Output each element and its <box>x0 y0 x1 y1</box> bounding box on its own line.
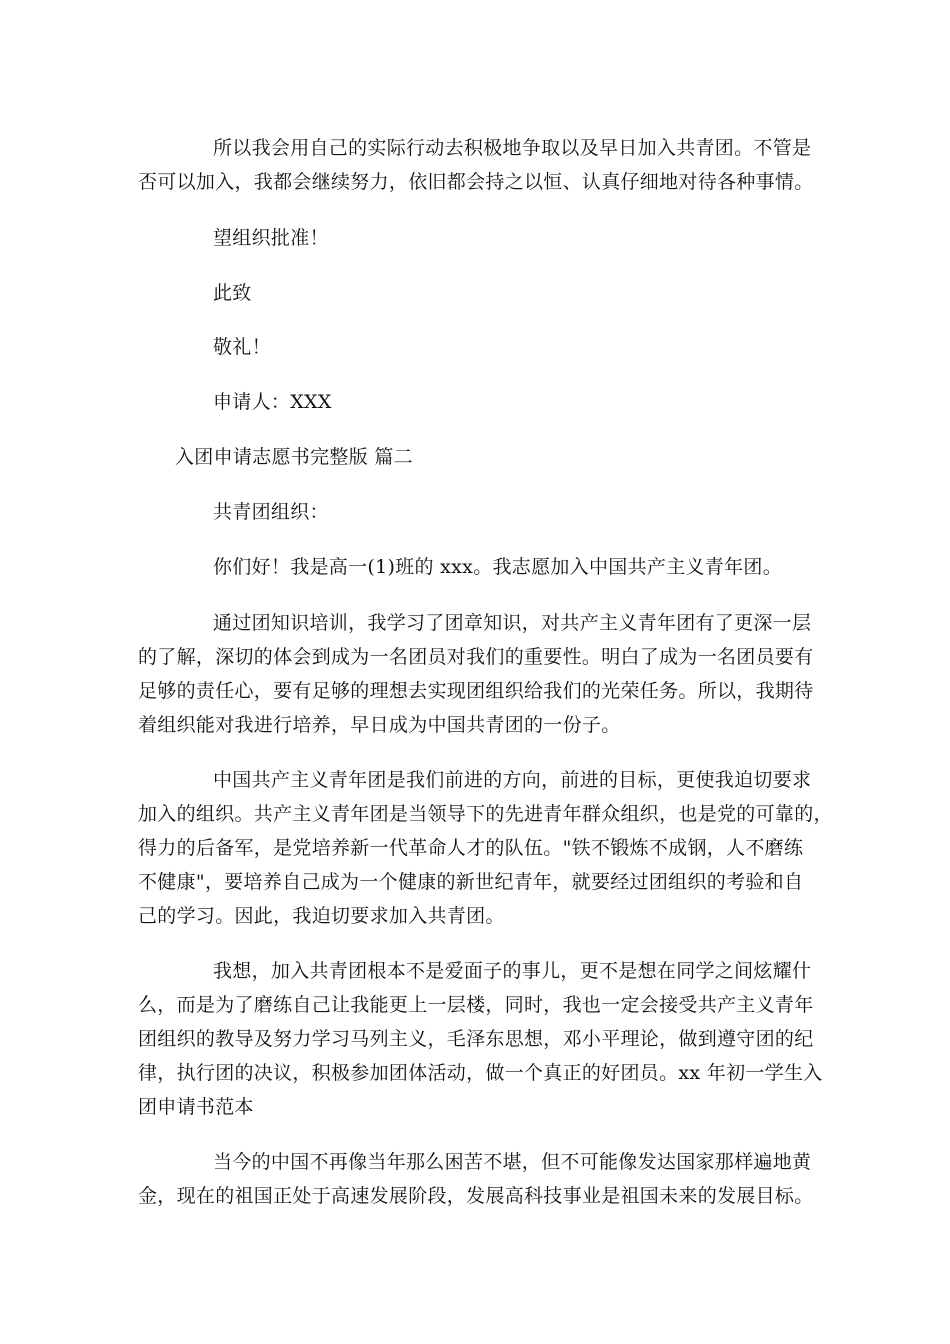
section-title: 入团申请志愿书完整版 篇二 <box>175 446 413 468</box>
text-line: 金，现在的祖国正处于高速发展阶段，发展高科技事业是祖国未来的发展目标。 <box>138 1185 814 1207</box>
addressee: 共青团组织： <box>213 501 329 523</box>
text-line: 律，执行团的决议，积极参加团体活动，做一个真正的好团员。xx 年初一学生入 <box>138 1062 823 1084</box>
text-line: 否可以加入，我都会继续努力，依旧都会持之以恒、认真仔细地对待各种事情。 <box>138 171 814 193</box>
closing: 敬礼！ <box>213 336 271 358</box>
text-line: 加入的组织。共产主义青年团是当领导下的先进青年群众组织，也是党的可靠的， <box>138 803 833 825</box>
text-line: 我想，加入共青团根本不是爱面子的事儿，更不是想在同学之间炫耀什 <box>213 960 812 982</box>
salutation: 此致 <box>213 282 252 304</box>
text-line: 的了解，深切的体会到成为一名团员对我们的重要性。明白了成为一名团员要有 <box>138 646 814 668</box>
text-line: 中国共产主义青年团是我们前进的方向，前进的目标，更使我迫切要求 <box>213 769 812 791</box>
text-line: 所以我会用自己的实际行动去积极地争取以及早日加入共青团。不管是 <box>213 137 812 159</box>
text-line: 当今的中国不再像当年那么困苦不堪，但不可能像发达国家那样遍地黄 <box>213 1151 812 1173</box>
greeting-line: 你们好！我是高一(1)班的 xxx。我志愿加入中国共产主义青年团。 <box>213 556 783 578</box>
text-line: 得力的后备军，是党培养新一代革命人才的队伍。"铁不锻炼不成钢，人不磨练 <box>138 837 804 859</box>
applicant-signature: 申请人：XXX <box>213 391 332 413</box>
approval-request: 望组织批准！ <box>213 227 329 249</box>
text-line: 着组织能对我进行培养，早日成为中国共青团的一份子。 <box>138 714 621 736</box>
text-line: 己的学习。因此，我迫切要求加入共青团。 <box>138 905 505 927</box>
text-line: 足够的责任心，要有足够的理想去实现团组织给我们的光荣任务。所以，我期待 <box>138 680 814 702</box>
text-line: 团组织的教导及努力学习马列主义，毛泽东思想，邓小平理论，做到遵守团的纪 <box>138 1028 814 1050</box>
text-line: 通过团知识培训，我学习了团章知识，对共产主义青年团有了更深一层 <box>213 612 812 634</box>
text-line: 团申请书范本 <box>138 1096 254 1118</box>
text-line: 么，而是为了磨练自己让我能更上一层楼，同时，我也一定会接受共产主义青年 <box>138 994 814 1016</box>
text-line: 不健康"，要培养自己成为一个健康的新世纪青年，就要经过团组织的考验和自 <box>138 871 804 893</box>
